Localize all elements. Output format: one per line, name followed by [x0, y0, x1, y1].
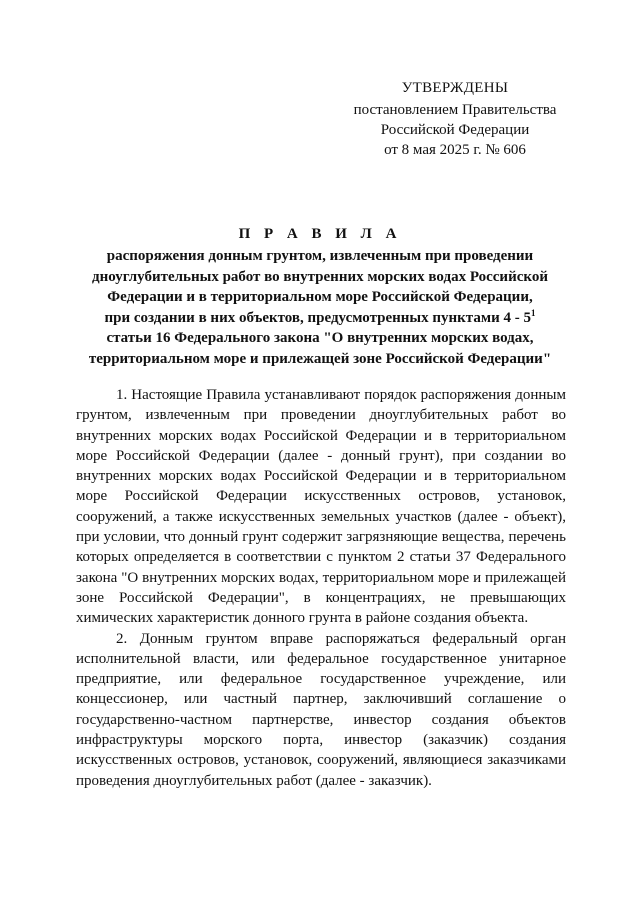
approved-line-1: постановлением Правительства	[353, 102, 557, 118]
document-subtitle	[70, 246, 570, 369]
subtitle-line-3: Федерации и в территориальном море Российской Федерации,	[107, 289, 533, 305]
approval-stamp	[340, 78, 570, 160]
approved-line-3: от 8 мая 2025 г. № 606	[384, 142, 526, 158]
paragraph-1: 1. Настоящие Правила устанавливают порядок распоряжения донным грунтом, извлеченным при проведении дноуглубительных работ во внутренних морских водах Российской Федерации и в территориальном море Российской Федерации (далее - донный грунт), при создании во внутренних морских водах Российской Федерации и в территориальном море Российской Федерации искусственных островов, установок, сооружений, а также искусственных земельных участков (далее - объект), при условии, что донный грунт содержит загрязняющие вещества, перечень которых определяется в соответствии с пунктом 2 статьи 37 Федерального закона "О внутренних морских водах, территориальном море и прилежащей зоне Российской Федерации", в концентрациях, не превышающих химических характеристик донного грунта в районе создания объекта.	[76, 387, 566, 627]
subtitle-line-5: статьи 16 Федерального закона "О внутренних морских водах,	[106, 330, 534, 346]
approved-heading: УТВЕРЖДЕНЫ	[401, 80, 509, 96]
paragraph-2: 2. Донным грунтом вправе распоряжаться федеральный орган исполнительной власти, или федеральное государственное унитарное предприятие, или федеральное государственное учреждение, или концессионер, или частный партнер, заключивший соглашение о государственно-частном партнерстве, инвестор создания объектов инфраструктуры морского порта, инвестор (заказчик) создания искусственных островов, установок, сооружений, являющиеся заказчиками проведения дноуглубительных работ (далее - заказчик).	[76, 630, 566, 789]
document-body	[76, 385, 566, 791]
subtitle-line-2: дноуглубительных работ во внутренних морских водах Российской	[92, 268, 548, 285]
document-title: П Р А В И Л А	[238, 226, 402, 242]
approved-line-2: Российской Федерации	[380, 122, 530, 138]
subtitle-line-4	[70, 308, 570, 329]
subtitle-line-1: распоряжения донным грунтом, извлеченным при проведении	[106, 248, 534, 264]
subtitle-line-6: территориальном море и прилежащей зоне Российской Федерации"	[88, 350, 552, 367]
subtitle-superscript: 1	[530, 307, 536, 318]
subtitle-line-4-text: при создании в них объектов, предусмотренных пунктами 4 - 5	[104, 309, 531, 326]
